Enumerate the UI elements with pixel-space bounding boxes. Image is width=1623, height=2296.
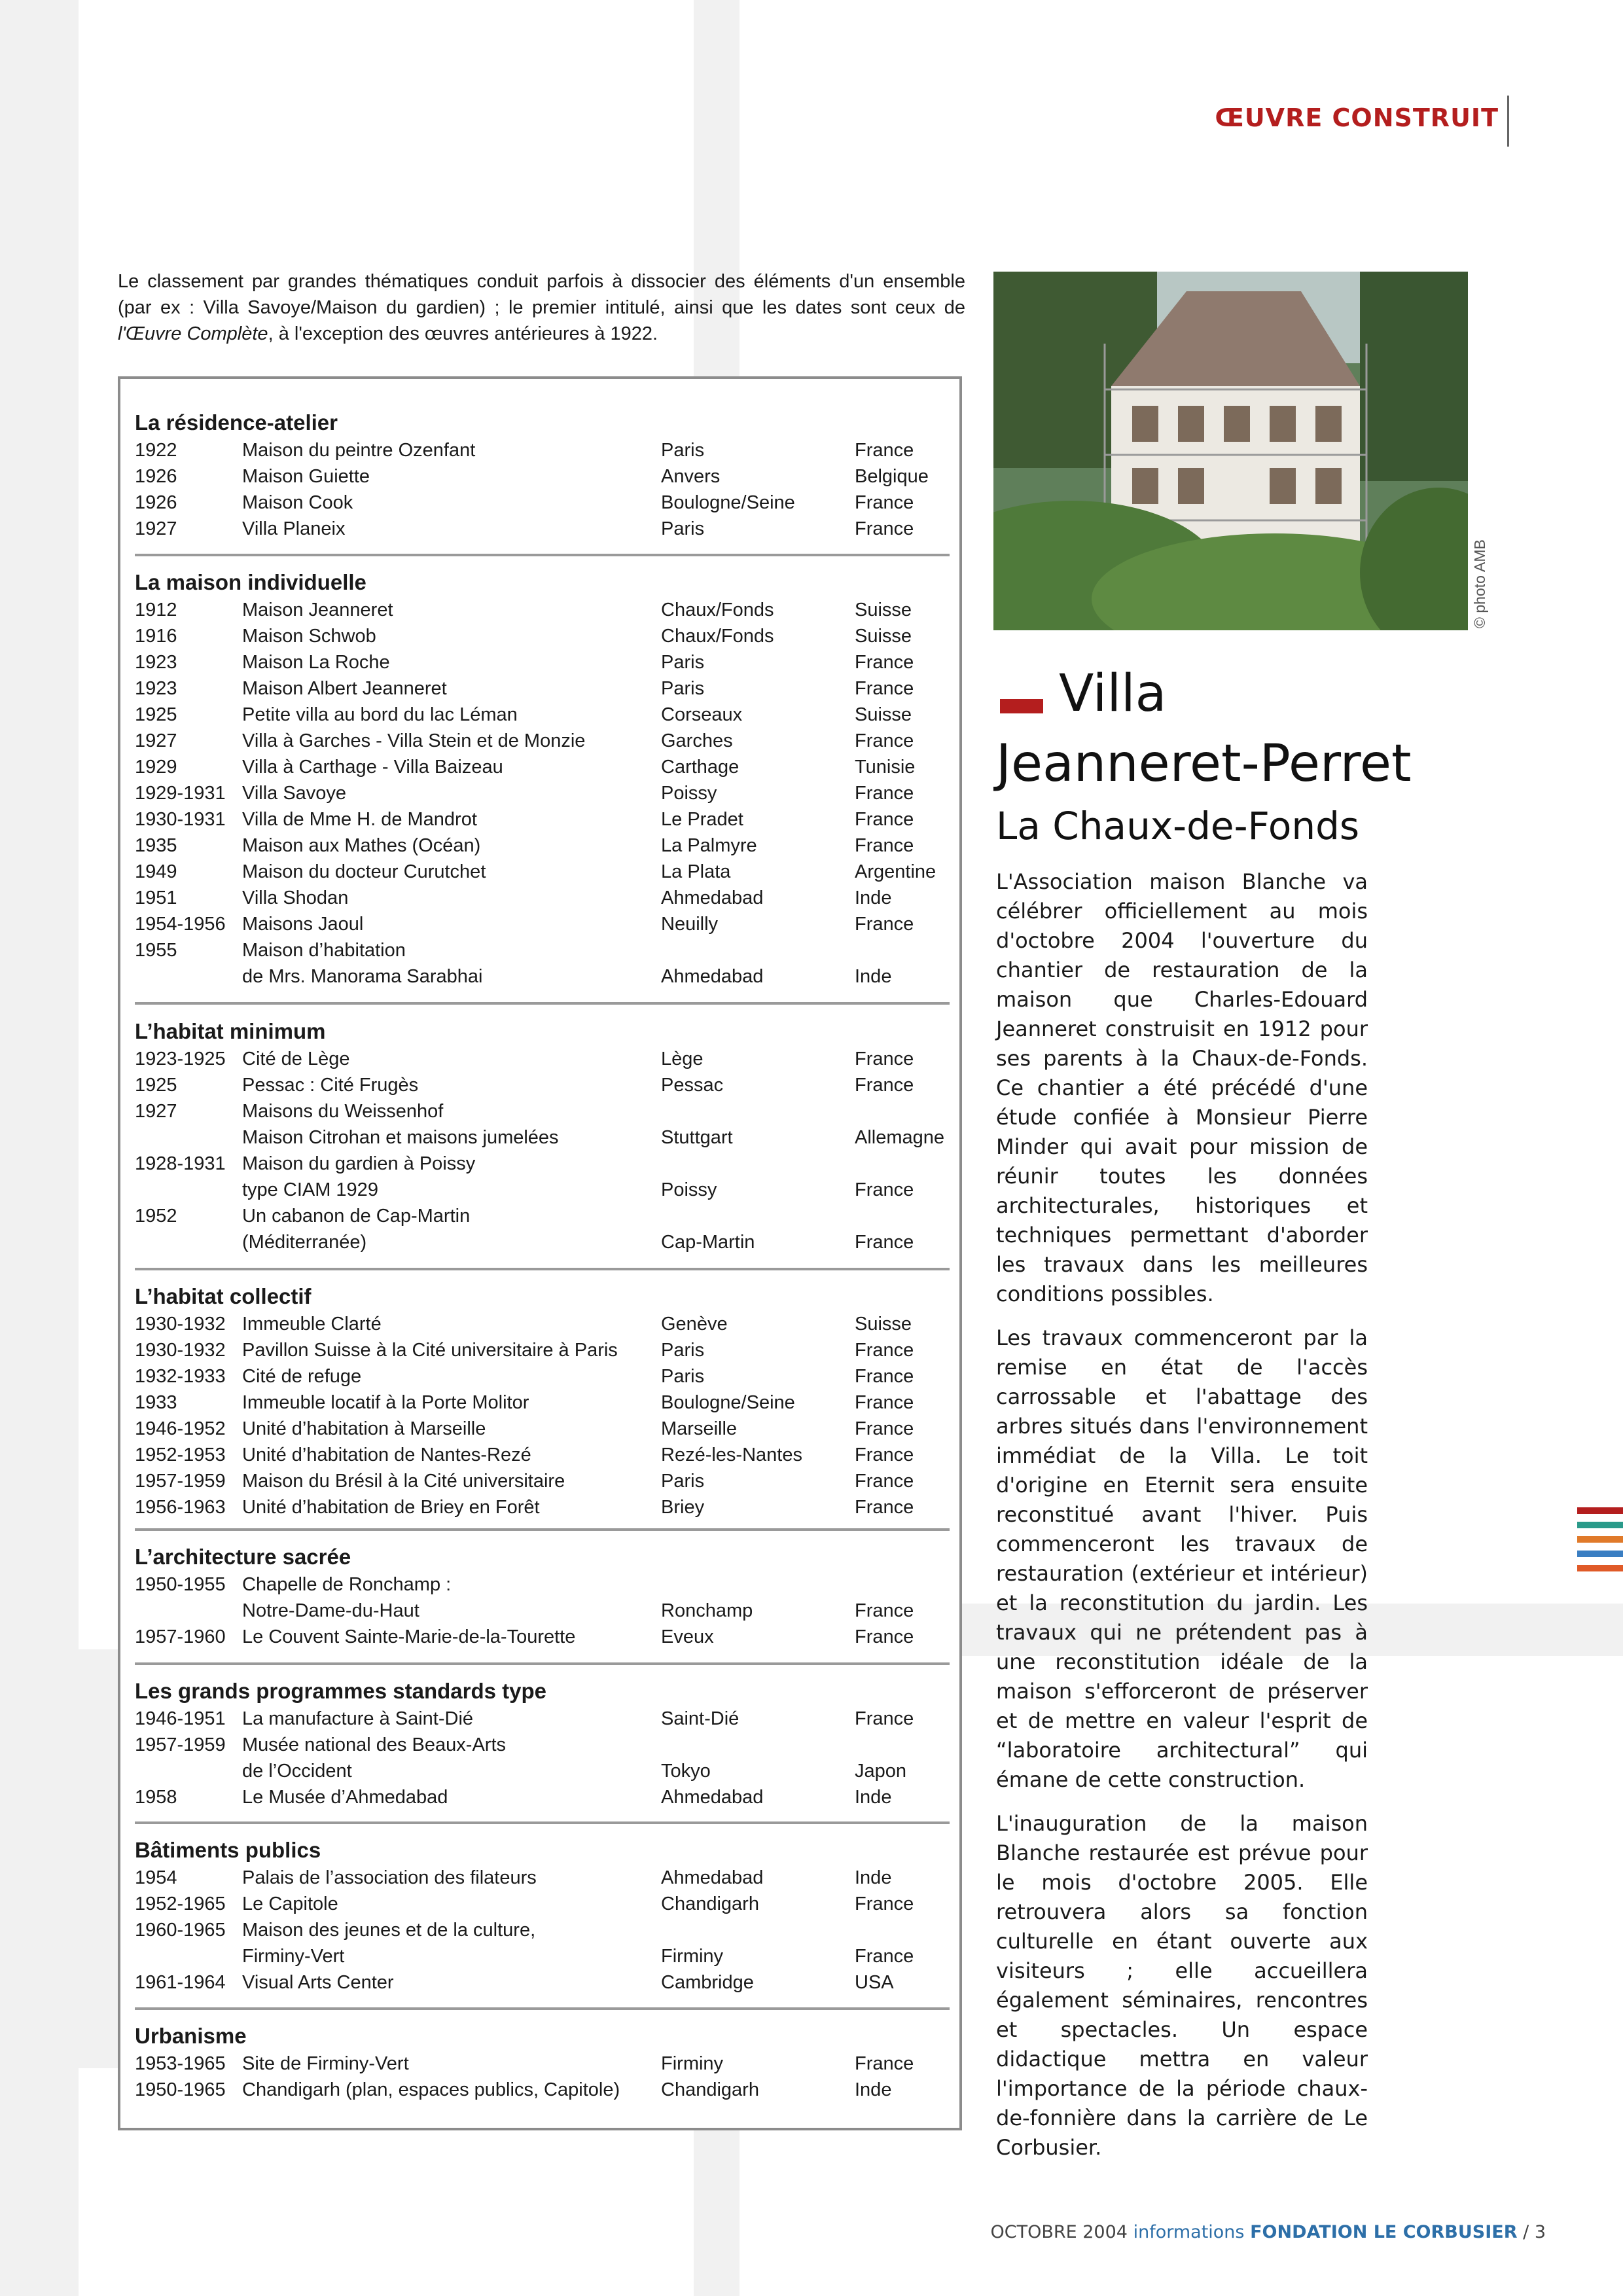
work-year: 1957-1959 [135,1471,226,1492]
work-city: Chaux/Fonds [661,626,774,647]
section-label: ŒUVRE CONSTRUIT [1215,103,1499,132]
section-divider [135,1002,950,1005]
work-city: Paris [661,1366,705,1387]
section-title: Les grands programmes standards type [135,1679,547,1703]
work-city: Boulogne/Seine [661,492,795,513]
work-country: France [855,1392,914,1413]
work-country: France [855,440,914,461]
work-year: 1916 [135,626,177,647]
work-city: Carthage [661,757,740,778]
work-country: Suisse [855,1314,912,1335]
work-country: France [855,1946,914,1967]
work-row [135,437,950,463]
work-city: Paris [661,1340,705,1361]
work-title: Palais de l’association des filateurs [242,1867,537,1888]
work-row [135,1337,950,1363]
work-row [135,1203,950,1229]
color-stripe [1577,1565,1623,1571]
work-title: Maison Citrohan et maisons jumelées [242,1127,559,1148]
work-title: Chandigarh (plan, espaces publics, Capitole) [242,2079,620,2100]
work-year: 1923 [135,678,177,699]
work-title: Unité d’habitation de Briey en Forêt [242,1497,540,1518]
work-row [135,1124,950,1151]
work-country: Suisse [855,600,912,620]
work-city: Rezé-les-Nantes [661,1444,802,1465]
work-row [135,597,950,623]
work-country: France [855,1232,914,1253]
section-title: Urbanisme [135,2024,247,2048]
work-year: 1946-1951 [135,1708,226,1729]
works-section [135,408,950,542]
work-city: La Palmyre [661,835,757,856]
work-country: France [855,1893,914,1914]
work-year: 1953-1965 [135,2053,226,2074]
work-city: Ahmedabad [661,1787,764,1808]
work-year: 1954 [135,1867,177,1888]
article-subtitle: La Chaux-de-Fonds [996,804,1360,848]
work-title: Immeuble locatif à la Porte Molitor [242,1392,529,1413]
work-title: Un cabanon de Cap-Martin [242,1206,471,1227]
work-country: France [855,1075,914,1096]
work-title: Maisons du Weissenhof [242,1101,444,1122]
color-stripes [1577,1507,1623,1579]
section-title: L’habitat collectif [135,1284,312,1308]
work-title: Maison La Roche [242,652,390,673]
intro-paragraph: Le classement par grandes thématiques conduit parfois à dissocier des éléments d'un ensemble (par ex : Villa Savoye/Maison du gardien) ; le premier intitulé, ainsi que les dates sont ceux de l'Œuvre Complète, à l'exception des œuvres antérieures à 1922. [118,271,965,344]
work-row [135,1732,950,1758]
work-year: 1956-1963 [135,1497,226,1518]
work-year: 1930-1931 [135,809,226,830]
article-title-line2: Jeanneret-Perret [996,734,1412,793]
work-year: 1929-1931 [135,783,226,804]
work-title: Maisons Jaoul [242,914,364,935]
work-row [135,1177,950,1203]
work-row [135,1311,950,1337]
work-year: 1927 [135,730,177,751]
work-city: La Plata [661,861,731,882]
work-title: Cité de Lège [242,1049,350,1069]
work-row [135,2051,950,2077]
section-divider [135,554,950,556]
work-country: France [855,1708,914,1729]
work-title: Villa à Garches - Villa Stein et de Monzie [242,730,586,751]
work-row [135,1865,950,1891]
work-country: Inde [855,1787,892,1808]
work-country: France [855,783,914,804]
works-section [135,1017,950,1255]
work-row [135,1891,950,1917]
work-row [135,1943,950,1969]
work-title: Petite villa au bord du lac Léman [242,704,518,725]
work-city: Poissy [661,783,717,804]
work-country: France [855,1179,914,1200]
work-year: 1957-1959 [135,1734,226,1755]
work-year: 1929 [135,757,177,778]
work-year: 1930-1932 [135,1314,226,1335]
work-city: Ahmedabad [661,888,764,908]
work-title: Maison du Brésil à la Cité universitaire [242,1471,565,1492]
work-row [135,463,950,490]
work-title: Unité d’habitation de Nantes-Rezé [242,1444,531,1465]
work-country: France [855,492,914,513]
work-country: France [855,518,914,539]
work-year: 1923-1925 [135,1049,226,1069]
footer-info: informations [1133,2222,1245,2242]
work-city: Le Pradet [661,809,743,830]
color-stripe [1577,1522,1623,1528]
work-country: France [855,1366,914,1387]
work-row [135,1416,950,1442]
work-title: Pavillon Suisse à la Cité universitaire à Paris [242,1340,618,1361]
work-city: Pessac [661,1075,724,1096]
work-row [135,490,950,516]
work-row [135,2077,950,2103]
work-city: Paris [661,440,705,461]
article-body [996,867,1368,2177]
work-row [135,1758,950,1784]
section-title: Bâtiments publics [135,1838,321,1862]
work-city: Ahmedabad [661,966,764,987]
work-year: 1933 [135,1392,177,1413]
work-year: 1960-1965 [135,1920,226,1941]
color-stripe [1577,1507,1623,1514]
work-title: de Mrs. Manorama Sarabhai [242,966,483,987]
work-city: Ahmedabad [661,1867,764,1888]
work-country: Inde [855,2079,892,2100]
work-city: Ronchamp [661,1600,753,1621]
work-city: Chandigarh [661,1893,759,1914]
works-section [135,1836,950,1996]
work-city: Garches [661,730,733,751]
work-country: France [855,835,914,856]
work-row [135,623,950,649]
work-year: 1923 [135,652,177,673]
work-city: Marseille [661,1418,738,1439]
work-row [135,1624,950,1650]
work-row [135,1046,950,1072]
footer-page: / 3 [1523,2222,1546,2242]
work-city: Stuttgart [661,1127,733,1148]
work-year: 1926 [135,492,177,513]
work-country: Suisse [855,626,912,647]
work-year: 1952 [135,1206,177,1227]
work-country: France [855,678,914,699]
work-year: 1926 [135,466,177,487]
work-row [135,1468,950,1494]
work-row [135,702,950,728]
work-year: 1949 [135,861,177,882]
work-title: Chapelle de Ronchamp : [242,1574,452,1595]
section-divider [135,1821,950,1824]
work-title: type CIAM 1929 [242,1179,378,1200]
work-title: Site de Firminy-Vert [242,2053,409,2074]
work-row [135,754,950,780]
work-city: Corseaux [661,704,743,725]
work-year: 1922 [135,440,177,461]
work-row [135,649,950,675]
work-country: Argentine [855,861,936,882]
work-city: Firminy [661,1946,724,1967]
work-row [135,1363,950,1390]
footer-date: OCTOBRE 2004 [990,2222,1128,2242]
section-title: La résidence-atelier [135,410,338,435]
work-row [135,1917,950,1943]
work-year: 1927 [135,518,177,539]
work-row [135,1969,950,1996]
works-section [135,1543,950,1650]
work-city: Genève [661,1314,728,1335]
work-city: Paris [661,518,705,539]
work-city: Briey [661,1497,705,1518]
work-row [135,1571,950,1598]
work-title: Maison du peintre Ozenfant [242,440,476,461]
work-city: Chandigarh [661,2079,759,2100]
work-country: France [855,1049,914,1069]
work-row [135,1784,950,1810]
title-accent-bar [1000,699,1043,713]
work-title: Maison des jeunes et de la culture, [242,1920,536,1941]
work-title: Villa Shodan [242,888,349,908]
work-title: Villa Planeix [242,518,346,539]
work-year: 1955 [135,940,177,961]
work-title: Firminy-Vert [242,1946,345,1967]
works-section [135,1677,950,1810]
work-row [135,1229,950,1255]
works-list-box [118,376,962,2130]
work-year: 1958 [135,1787,177,1808]
article-paragraph: Les travaux commenceront par la remise en état de l'accès carrossable et l'abattage des arbres situés dans l'environnement immédiat de la Villa. Le toit d'origine en Eternit sera ensuite reconstitué avant l'hiver. Puis commenceront les travaux de restauration (extérieur et intérieur) et la reconstitution du jardin. Les travaux qui ne prétendent pas à une reconstitution idéale de la maison s'efforceront de préserver et de mettre en valeur l'esprit de “laboratoire architectural” qui émane de cette construction. [996,1325,1368,1792]
work-city: Saint-Dié [661,1708,740,1729]
work-country: Inde [855,888,892,908]
work-row [135,1442,950,1468]
color-stripe [1577,1536,1623,1543]
work-year: 1932-1933 [135,1366,226,1387]
work-title: Le Capitole [242,1893,338,1914]
work-country: France [855,730,914,751]
work-row [135,1598,950,1624]
work-city: Cap-Martin [661,1232,755,1253]
work-title: Maison aux Mathes (Océan) [242,835,481,856]
work-city: Anvers [661,466,721,487]
work-title: Le Musée d’Ahmedabad [242,1787,448,1808]
work-title: Maison d’habitation [242,940,406,961]
work-title: Cité de refuge [242,1366,362,1387]
work-country: Tunisie [855,757,916,778]
work-country: France [855,809,914,830]
work-title: Maison Guiette [242,466,370,487]
work-country: Japon [855,1761,907,1782]
work-title: Visual Arts Center [242,1972,394,1993]
work-city: Neuilly [661,914,719,935]
work-country: Inde [855,966,892,987]
work-country: France [855,1471,914,1492]
work-city: Tokyo [661,1761,711,1782]
work-title: (Méditerranée) [242,1232,367,1253]
work-year: 1935 [135,835,177,856]
work-country: Inde [855,1867,892,1888]
footer-org: FONDATION LE CORBUSIER [1250,2222,1518,2242]
work-title: Maison Schwob [242,626,376,647]
work-title: Pessac : Cité Frugès [242,1075,419,1096]
work-title: de l’Occident [242,1761,352,1782]
work-city: Boulogne/Seine [661,1392,795,1413]
section-title: L’habitat minimum [135,1019,326,1043]
work-title: Maison Jeanneret [242,600,393,620]
work-country: France [855,2053,914,2074]
work-year: 1928-1931 [135,1153,226,1174]
work-row [135,516,950,542]
work-country: France [855,1600,914,1621]
work-city: Paris [661,1471,705,1492]
work-city: Eveux [661,1626,714,1647]
article-paragraph: L'inauguration de la maison Blanche restaurée est prévue pour le mois d'octobre 2005. Elle retrouvera alors sa fonction culturelle en étant ouverte aux visiteurs ; elle accueillera également séminaires, rencontres et spectacles. Un espace didactique mettra en valeur l'importance de la période chaux-de-fonnière dans la carrière de Le Corbusier. [996,1811,1368,2160]
work-title: Unité d’habitation à Marseille [242,1418,486,1439]
work-title: Le Couvent Sainte-Marie-de-la-Tourette [242,1626,576,1647]
work-year: 1930-1932 [135,1340,226,1361]
work-title: Notre-Dame-du-Haut [242,1600,419,1621]
work-row [135,1098,950,1124]
work-year: 1952-1953 [135,1444,226,1465]
work-row [135,1072,950,1098]
work-row [135,1390,950,1416]
work-country: France [855,1497,914,1518]
work-title: Maison du gardien à Poissy [242,1153,476,1174]
work-row [135,1151,950,1177]
work-year: 1946-1952 [135,1418,226,1439]
villa-photo-illustration [993,272,1468,630]
work-year: 1925 [135,704,177,725]
work-city: Chaux/Fonds [661,600,774,620]
work-country: France [855,1340,914,1361]
work-title: Villa à Carthage - Villa Baizeau [242,757,503,778]
work-city: Poissy [661,1179,717,1200]
work-title: Musée national des Beaux-Arts [242,1734,506,1755]
header-divider [1507,96,1509,147]
work-title: Maison Cook [242,492,353,513]
work-country: France [855,652,914,673]
work-country: Allemagne [855,1127,945,1148]
section-title: L’architecture sacrée [135,1545,351,1569]
work-city: Firminy [661,2053,724,2074]
villa-photo [993,272,1468,630]
work-row [135,1494,950,1520]
section-divider [135,1268,950,1270]
work-year: 1961-1964 [135,1972,226,1993]
works-section [135,2022,950,2103]
work-city: Lège [661,1049,704,1069]
work-year: 1927 [135,1101,177,1122]
works-section [135,1282,950,1520]
work-row [135,806,950,833]
work-row [135,780,950,806]
work-country: France [855,1626,914,1647]
work-row [135,859,950,885]
work-row [135,937,950,963]
work-country: Belgique [855,466,929,487]
work-year: 1912 [135,600,177,620]
work-row [135,885,950,911]
work-country: France [855,1418,914,1439]
work-city: Paris [661,678,705,699]
work-title: Villa de Mme H. de Mandrot [242,809,477,830]
work-title: La manufacture à Saint-Dié [242,1708,474,1729]
section-divider [135,1528,950,1531]
work-row [135,675,950,702]
work-country: USA [855,1972,894,1993]
work-country: France [855,914,914,935]
work-country: France [855,1444,914,1465]
work-year: 1952-1965 [135,1893,226,1914]
work-year: 1957-1960 [135,1626,226,1647]
work-city: Cambridge [661,1972,754,1993]
work-row [135,1706,950,1732]
work-row [135,833,950,859]
work-year: 1950-1955 [135,1574,226,1595]
photo-credit: © photo AMB [1471,539,1488,628]
background-shape [0,1649,118,2068]
work-year: 1954-1956 [135,914,226,935]
article-paragraph: L'Association maison Blanche va célébrer officiellement au mois d'octobre 2004 l'ouverture du chantier de restauration de la maison que Charles-Edouard Jeanneret construisit en 1912 pour ses parents à la Chaux-de-Fonds. Ce chantier a été précédé d'une étude confiée à Monsieur Pierre Minder qui avait pour mission de réunir toutes les données architecturales, historiques et techniques permettant d'aborder les travaux dans les meilleures conditions possibles. [996,869,1368,1306]
work-title: Maison du docteur Curutchet [242,861,486,882]
work-year: 1950-1965 [135,2079,226,2100]
work-row [135,963,950,990]
work-year: 1925 [135,1075,177,1096]
article-title-line1: Villa [1059,664,1167,723]
work-year: 1951 [135,888,177,908]
work-country: Suisse [855,704,912,725]
work-title: Immeuble Clarté [242,1314,382,1335]
section-divider [135,2007,950,2010]
work-city: Paris [661,652,705,673]
page-footer [990,2222,1546,2242]
work-title: Maison Albert Jeanneret [242,678,447,699]
section-title: La maison individuelle [135,570,366,594]
color-stripe [1577,1551,1623,1557]
work-row [135,911,950,937]
works-section [135,568,950,990]
work-title: Villa Savoye [242,783,347,804]
work-row [135,728,950,754]
section-divider [135,1662,950,1665]
